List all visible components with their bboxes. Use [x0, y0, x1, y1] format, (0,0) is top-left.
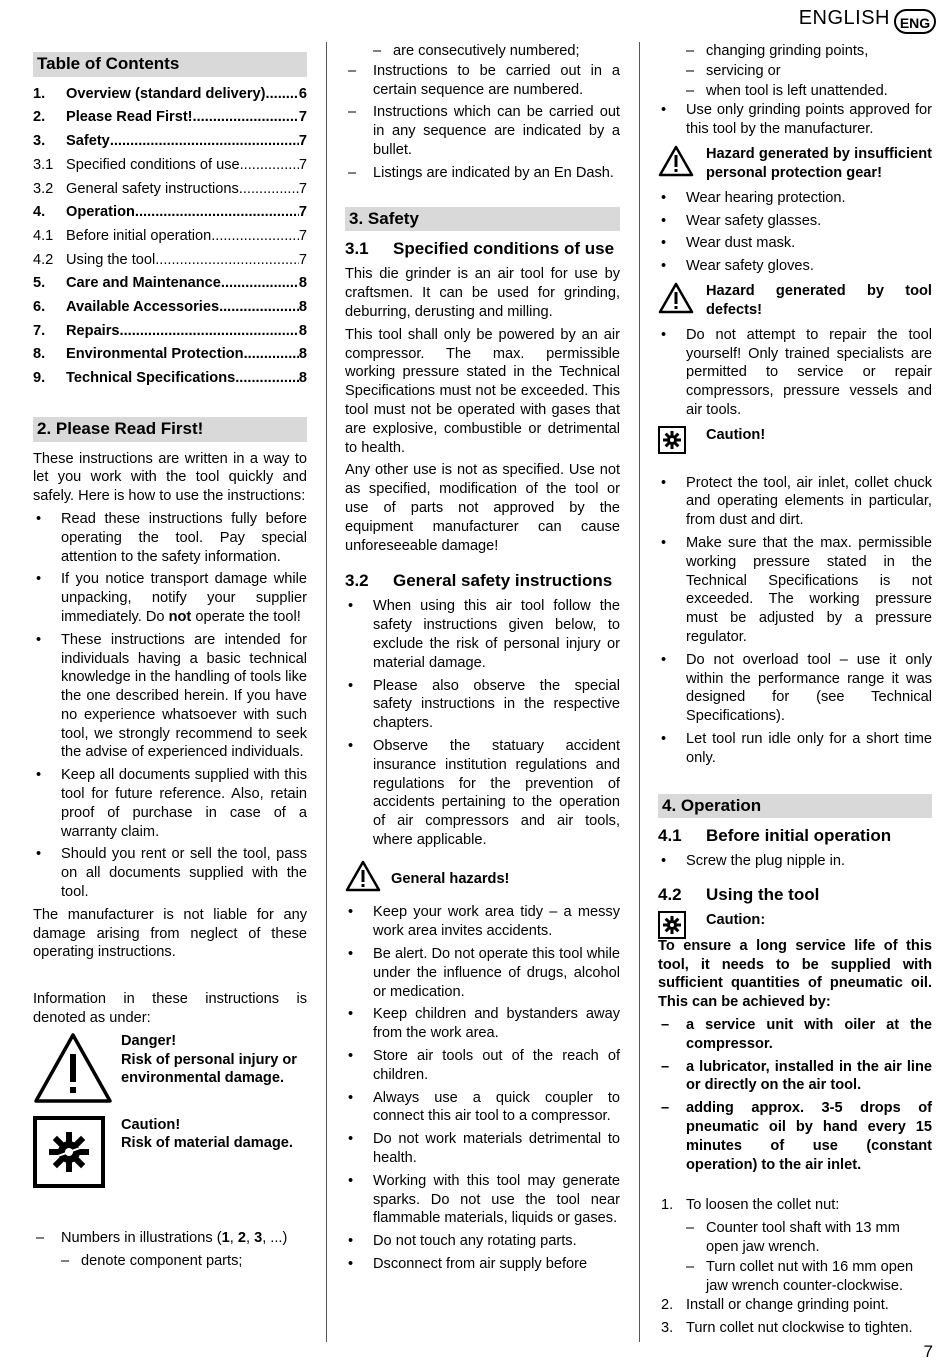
toc-leader-dots: [193, 108, 299, 127]
list-subitem: – when tool is left unattended.: [686, 82, 888, 99]
toc-entry-title: Before initial operation: [66, 227, 212, 244]
list-item: – a lubricator, installed in the air line or directly on the air tool.: [661, 1058, 932, 1094]
subsection-heading: 3.1 Specified conditions of use: [345, 239, 615, 259]
list-item: • Protect the tool, air inlet, collet chuck and operating elements in particular, from dust and dirt.: [661, 474, 932, 529]
list-item: • If you notice transport damage while unpacking, notify your supplier immediately. Do not operate the tool!: [36, 571, 307, 625]
list-item: • These instructions are intended for individuals having a basic technical knowledge in the handling of tools like the one described herein. If you have no experience whatsoever with such tool, we strongly recommend to seek the advise of experienced individuals.: [36, 631, 307, 761]
language-badge: ENG: [894, 9, 936, 34]
list-item: • Make sure that the max. permissible working pressure stated in the Technical Specifications is not exceeded. The working pressure must be adjusted by a pressure regulator.: [661, 534, 932, 645]
paragraph: To ensure a long service life of this tool, it needs to be supplied with sufficient quantities of pneumatic oil. This can be achieved by:: [658, 937, 932, 1011]
list-item: • Wear safety glasses.: [661, 212, 822, 229]
caution-notice: [33, 1116, 307, 1194]
toc-entry: [33, 180, 307, 204]
danger-label: Danger!: [121, 1032, 177, 1049]
subsection-heading: 3.2 General safety instructions: [345, 571, 613, 591]
toc-entry-title: Available Accessories: [66, 298, 220, 315]
toc-entry: [33, 298, 307, 322]
list-subitem: – Turn collet nut with 16 mm open jaw wrench counter-clockwise.: [686, 1258, 914, 1294]
list-item: • Please also observe the special safety instructions in the respective chapters.: [348, 677, 620, 732]
toc-leader-dots: [239, 180, 299, 199]
toc-entry-page: 7: [298, 251, 307, 268]
list-subitem: – changing grinding points,: [686, 43, 869, 59]
toc-entry-title: Environmental Protection: [66, 346, 244, 363]
list-item: • Screw the plug nipple in.: [661, 853, 846, 870]
danger-triangle-icon: [33, 1032, 121, 1110]
toc-entry: [33, 85, 307, 109]
toc-entry-number: 7.: [33, 322, 46, 339]
list-item: • Wear hearing protection.: [661, 189, 846, 206]
toc-entry-title: Safety: [66, 133, 110, 150]
toc-entry-page: 7: [298, 156, 307, 173]
toc-entry-number: 4.: [33, 204, 46, 221]
list-subitem: – denote component parts;: [61, 1253, 243, 1270]
toc-entry-title: Technical Specifications: [66, 370, 236, 387]
toc-entry-number: 2.: [33, 109, 46, 126]
warning-triangle-icon: [658, 145, 706, 183]
subsection-heading: 4.2 Using the tool: [658, 885, 820, 905]
ppe-hazard-notice: [658, 145, 932, 183]
list-item: – Numbers in illustrations (1, 2, 3, ...): [36, 1230, 288, 1247]
paragraph: This die grinder is an air tool for use by craftsmen. It can be used for grinding, deburring, derusting and milling.: [345, 266, 620, 320]
toc-entry-number: 4.1: [33, 227, 54, 244]
caution-notice: [658, 426, 932, 460]
caution-label: Caution!: [121, 1116, 181, 1133]
column-middle: [345, 42, 620, 1278]
list-item: – Listings are indicated by an En Dash.: [348, 164, 614, 181]
list-item: • Let tool run idle only for a short time only.: [661, 730, 932, 766]
list-subitem: – are consecutively numbered;: [373, 43, 580, 59]
toc-leader-dots: [135, 203, 299, 222]
toc-leader-dots: [120, 322, 299, 341]
toc-entry: [33, 108, 307, 132]
list-item: • When using this air tool follow the safety instructions given below, to exclude the risk of personal injury or material damage.: [348, 598, 620, 671]
toc-entry-number: 6.: [33, 298, 46, 315]
toc-entry: [33, 369, 307, 393]
toc-entry-title: Using the tool: [66, 251, 156, 268]
toc-entry-title: Care and Maintenance: [66, 275, 221, 292]
defect-hazard-notice: [658, 282, 932, 320]
column-divider: [326, 42, 327, 1342]
toc-entry-title: Please Read First!: [66, 109, 193, 126]
list-item: • Wear dust mask.: [661, 235, 796, 252]
toc-entry-title: Repairs: [66, 322, 120, 339]
toc-entry-page: 8: [298, 298, 307, 315]
list-item: • Do not overload tool – use it only within the performance range it was designed for (see Technical Specifications).: [661, 651, 932, 725]
danger-notice: [33, 1032, 307, 1110]
list-item: • Observe the statuary accident insurance institution regulations and regulations for the prevention of accidents pertaining to the operation of air compressors and air tools, where applicable.: [348, 737, 620, 848]
toc-leader-dots: [221, 274, 299, 293]
toc-entry-page: 7: [298, 227, 307, 244]
paragraph: Information in these instructions is denoted as under:: [33, 991, 307, 1027]
toc-leader-dots: [244, 345, 299, 364]
list-item: • Do not touch any rotating parts.: [348, 1233, 577, 1250]
toc-entry-number: 5.: [33, 275, 46, 292]
toc-entry-number: 3.2: [33, 180, 54, 197]
list-item: • Use only grinding points approved for this tool by the manufacturer.: [661, 102, 932, 138]
toc-entry-page: 8: [298, 275, 307, 292]
section-heading-please-read: 2. Please Read First!: [33, 417, 307, 442]
column-left: [33, 52, 307, 1272]
list-item: • Wear safety gloves.: [661, 258, 814, 275]
list-item: • Do not work materials detrimental to health.: [348, 1131, 620, 1167]
toc-entry: [33, 156, 307, 180]
caution-label: Caution:: [706, 912, 766, 929]
toc-entry-page: 7: [298, 133, 307, 150]
column-divider: [639, 42, 640, 1342]
toc-entry-number: 9.: [33, 370, 46, 387]
paragraph: This tool shall only be powered by an air compressor. The max. permissible working pressure stated in the Technical Specifications must not be exceeded. This tool must not be operated with gases that are explosive, combustible or detrimental to health.: [345, 326, 620, 456]
toc-leader-dots: [266, 85, 299, 104]
toc-entry-number: 8.: [33, 346, 46, 363]
step-item: 3. Turn collet nut clockwise to tighten.: [661, 1320, 913, 1337]
toc-entry-page: 7: [298, 204, 307, 221]
toc-leader-dots: [219, 298, 299, 317]
caution-label: Caution!: [706, 426, 766, 443]
toc-entry: [33, 251, 307, 275]
toc-entry: [33, 322, 307, 346]
toc-entry-title: Overview (standard delivery): [66, 85, 266, 102]
toc-leader-dots: [235, 369, 299, 388]
list-item: – Instructions to be carried out in a certain sequence are numbered.: [348, 62, 620, 98]
list-item: • Keep your work area tidy – a messy work area invites accidents.: [348, 904, 620, 940]
toc-leader-dots: [240, 156, 299, 175]
subsection-heading: 4.1 Before initial operation: [658, 826, 892, 846]
caution-text: Risk of material damage.: [121, 1135, 293, 1152]
toc-entry-number: 4.2: [33, 251, 54, 268]
hazard-label: General hazards!: [391, 870, 510, 887]
list-item: • Should you rent or sell the tool, pass on all documents supplied with the tool.: [36, 846, 307, 901]
toc-heading: Table of Contents: [33, 52, 307, 77]
toc-entry-page: 6: [298, 85, 307, 102]
list-item: • Be alert. Do not operate this tool while under the influence of drugs, alcohol or medication.: [348, 946, 620, 1000]
general-hazards-notice: [345, 860, 620, 898]
list-item: – a service unit with oiler at the compressor.: [661, 1017, 932, 1052]
list-item: – Instructions which can be carried out in any sequence are indicated by a bullet.: [348, 104, 620, 158]
toc-leader-dots: [110, 132, 299, 151]
list-item: – adding approx. 3-5 drops of pneumatic oil by hand every 15 minutes of use (constant operation) to the air inlet.: [661, 1100, 932, 1173]
toc-entry-number: 3.1: [33, 156, 54, 173]
toc-leader-dots: [211, 227, 299, 246]
caution-gear-icon: [33, 1116, 121, 1194]
toc-entry-number: 3.: [33, 133, 46, 150]
hazard-label: Hazard generated by tool defects!: [706, 282, 932, 318]
hazard-label: Hazard generated by insufficient personal protection gear!: [706, 145, 932, 181]
toc-entry-page: 8: [298, 346, 307, 363]
step-item: 2. Install or change grinding point.: [661, 1297, 889, 1314]
language-label: ENGLISH: [798, 7, 890, 29]
toc-entry-title: Operation: [66, 204, 135, 221]
warning-triangle-icon: [658, 282, 706, 320]
page-number: 7: [923, 1342, 933, 1362]
section-heading-operation: 4. Operation: [658, 794, 932, 819]
paragraph: These instructions are written in a way to let you work with the tool quickly and safely. Here is how to use the instructions:: [33, 450, 307, 505]
toc-entry: [33, 203, 307, 227]
list-item: • Always use a quick coupler to connect this air tool to a compressor.: [348, 1089, 620, 1125]
list-item: • Do not attempt to repair the tool yourself! Only trained specialists are permitted to service or repair compressors, pressure vessels and air tools.: [661, 326, 932, 418]
toc-entry-title: Specified conditions of use: [66, 156, 240, 173]
warning-triangle-icon: [345, 860, 391, 898]
list-item: • Read these instructions fully before operating the tool. Pay special attention to the safety information.: [36, 510, 307, 565]
section-heading-safety: 3. Safety: [345, 207, 620, 232]
toc-entry-page: 8: [298, 322, 307, 339]
list-item: • Working with this tool may generate sparks. Do not use the tool near flammable materials, liquids or gases.: [348, 1172, 620, 1227]
list-item: • Store air tools out of the reach of children.: [348, 1048, 620, 1083]
list-item: • Dsconnect from air supply before: [348, 1256, 588, 1273]
toc-entry: [33, 345, 307, 369]
toc-entry: [33, 227, 307, 251]
list-item: • Keep all documents supplied with this tool for future reference. Also, retain proof of purchase in case of a warranty claim.: [36, 767, 307, 840]
toc-leader-dots: [155, 251, 299, 270]
toc-entry-number: 1.: [33, 85, 46, 102]
toc-entry: [33, 132, 307, 156]
caution-gear-icon: [658, 426, 706, 460]
column-right: [658, 42, 932, 1342]
table-of-contents: [33, 85, 307, 393]
list-item: • Keep children and bystanders away from the work area.: [348, 1006, 620, 1042]
list-subitem: – servicing or: [686, 62, 781, 79]
paragraph: The manufacturer is not liable for any damage arising from neglect of these operating instructions.: [33, 906, 307, 961]
toc-entry-page: 7: [298, 180, 307, 197]
toc-entry-title: General safety instructions: [66, 180, 239, 197]
toc-entry: [33, 274, 307, 298]
danger-text: Risk of personal injury or environmental damage.: [121, 1051, 297, 1087]
list-subitem: – Counter tool shaft with 13 mm open jaw wrench.: [686, 1220, 900, 1256]
toc-entry-page: 7: [298, 109, 307, 126]
toc-entry-page: 8: [298, 370, 307, 387]
paragraph: Any other use is not as specified. Use not as specified, modification of the tool or use of parts not approved by the equipment manufacturer can cause unforeseeable damage!: [345, 462, 620, 554]
step-item: 1. To loosen the collet nut:: [661, 1197, 840, 1214]
